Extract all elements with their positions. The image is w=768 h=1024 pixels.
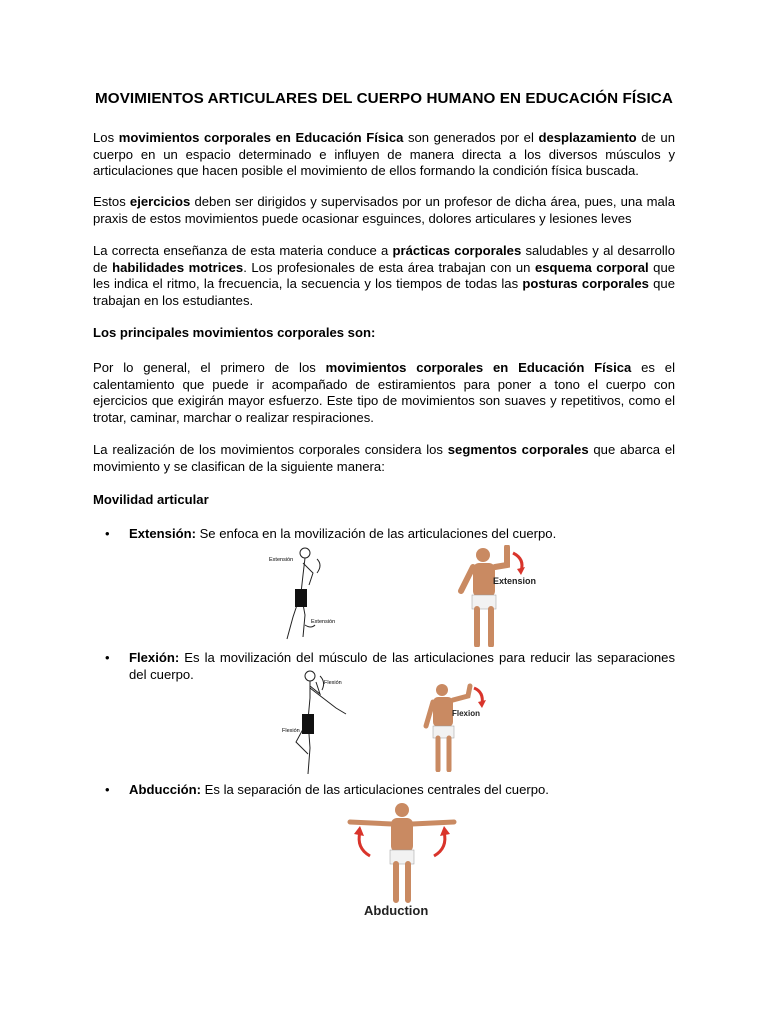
bullet-icon: • (105, 526, 110, 541)
term: Flexión: (129, 650, 180, 665)
flexion-photo-label: Flexion (452, 709, 481, 718)
term: Extensión: (129, 526, 196, 541)
definition: Se enfoca en la movilización de las articulaciones del cuerpo. (195, 526, 557, 541)
text: deben ser dirigidos y supervisados por un profesor de dicha área, pues, una mala praxis de estos movimientos puede ocasionar esguinces, dolores articulares y lesiones leves (93, 194, 675, 226)
bold-text: desplazamiento (538, 130, 637, 145)
paragraph-calentamiento (93, 360, 675, 426)
text: que les indica el ritmo, la frecuencia, la secuencia y los tiempos de todas las (93, 259, 676, 291)
bold-text: prácticas corporales (392, 243, 522, 258)
flexion-top-label: Flexión (324, 680, 342, 686)
extension-line-drawing (265, 545, 345, 645)
text: Por lo general, el primero de los (93, 360, 326, 375)
extension-photo-label: Extension (493, 576, 537, 586)
list-item-text (129, 526, 675, 543)
definition: Es la separación de las articulaciones centrales del cuerpo. (201, 782, 549, 797)
bullet-icon: • (105, 782, 110, 797)
heading-principales: Los principales movimientos corporales son: (93, 325, 376, 340)
list-item-flexion (105, 650, 675, 683)
paragraph-intro (93, 130, 675, 180)
text: que trabajan en los estudiantes. (93, 276, 675, 308)
text: que abarca el movimiento y se clasifican de la siguiente manera: (93, 442, 676, 474)
list-item-extension (105, 526, 675, 543)
text: La realización de los movimientos corporales considera los (93, 442, 448, 457)
list-item-abduccion (105, 782, 675, 799)
flexion-line-drawing (278, 668, 350, 780)
list-item-text (129, 782, 675, 799)
list-item-text (129, 650, 675, 683)
bold-text: segmentos corporales (447, 442, 589, 457)
bold-text: ejercicios (129, 194, 191, 209)
abduction-photo (346, 800, 458, 922)
paragraph-ensenanza (93, 243, 675, 309)
bold-text: posturas corporales (522, 276, 649, 291)
extension-top-label: Extensión (269, 557, 294, 563)
definition: Es la movilización del músculo de las articulaciones para reducir las separaciones del cuerpo. (129, 650, 675, 682)
bold-text: movimientos corporales en Educación Física (118, 130, 404, 145)
text: . Los profesionales de esta área trabajan con un (243, 259, 535, 275)
flexion-bottom-label: Flexión (282, 728, 300, 734)
bold-text: habilidades motrices (112, 259, 244, 275)
extension-photo (455, 545, 545, 647)
bold-text: esquema corporal (534, 259, 649, 275)
text: saludables y al desarrollo de (93, 243, 675, 275)
paragraph-ejercicios (93, 194, 675, 227)
bold-text: movimientos corporales en Educación Física (325, 360, 632, 375)
text: Los (93, 130, 119, 145)
page-title: MOVIMIENTOS ARTICULARES DEL CUERPO HUMANO EN EDUCACIÓN FÍSICA (95, 90, 673, 107)
term: Abducción: (129, 782, 202, 797)
abduction-photo-label: Abduction (364, 903, 429, 918)
extension-bottom-label: Extensión (311, 619, 336, 625)
text: La correcta enseñanza de esta materia conduce a (93, 243, 393, 258)
paragraph-segmentos (93, 442, 675, 475)
text: Estos (93, 194, 130, 209)
text: es el calentamiento que puede ir acompañado de estiramientos para poner a tono el cuerpo con ejercicios que exigirán mayor esfuerzo. Este tipo de movimientos son suaves y repetitivos, como el trotar, caminar, marchar o realizar respiraciones. (93, 360, 675, 425)
flexion-photo (420, 682, 492, 772)
bullet-icon: • (105, 650, 110, 665)
text: son generados por el (403, 130, 539, 145)
heading-movilidad: Movilidad articular (93, 492, 209, 507)
text: de un cuerpo en un espacio determinado e influyen de manera directa a los diversos músculos y articulaciones que hacen posible el movimiento de ellos formando la condición física buscada. (93, 130, 675, 178)
